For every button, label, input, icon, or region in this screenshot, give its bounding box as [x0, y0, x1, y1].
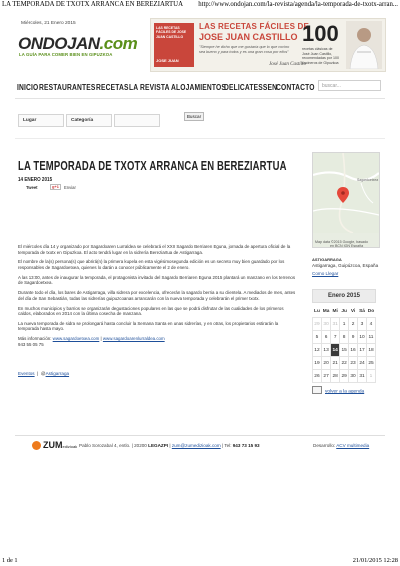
- print-footer: [0, 556, 400, 566]
- link-sagardoetxea[interactable]: www.sagardoetxea.com: [52, 336, 100, 342]
- calendar-weekday: Do: [367, 309, 375, 314]
- calendar-day[interactable]: 30: [349, 370, 358, 383]
- gplus-button[interactable]: g+1: [50, 184, 61, 190]
- calendar-day[interactable]: 28: [331, 370, 340, 383]
- calendar-day[interactable]: 25: [366, 357, 375, 370]
- site-tagline: LA GUÍA PARA COMER BIEN EN GIPUZKOA: [19, 52, 113, 57]
- calendar-day[interactable]: 11: [366, 331, 375, 344]
- footer-address: Pablo Sorozabal 4, entlo. | 20200 LEGAZPI | zum@zumedizioak.com | Tel: 943 73 15 93: [79, 443, 260, 448]
- calendar-day[interactable]: 26: [313, 370, 322, 383]
- calendar-day[interactable]: 27: [321, 370, 330, 383]
- send-button[interactable]: Enviar: [64, 185, 76, 190]
- calendar-day[interactable]: 18: [366, 344, 375, 357]
- calendar-day[interactable]: 17: [358, 344, 367, 357]
- footer-email-link[interactable]: zum@zumedizioak.com: [171, 443, 221, 448]
- calendar-day[interactable]: 1: [340, 318, 349, 331]
- ad-count-text: recetas clásicas de José Juan Castillo, recomendadas por 100 cocineros de Gipuzkoa: [302, 47, 339, 65]
- calendar-weekday: Lu: [314, 309, 320, 314]
- ad-headline: LAS RECETAS FÁCILES DE: [199, 22, 310, 31]
- calendar-day[interactable]: 21: [331, 357, 340, 370]
- map-tiles: [313, 153, 379, 233]
- calendar-day[interactable]: 6: [321, 331, 330, 344]
- book-cover: LAS RECETAS FÁCILES DE JOSE JUAN CASTILLO JOSE JUAN: [154, 23, 194, 67]
- developer-link[interactable]: ACV multimedia: [336, 443, 370, 448]
- map-label: Sagardoetxea: [357, 178, 379, 182]
- calendar-day[interactable]: 2: [349, 318, 358, 331]
- directions-link[interactable]: Como Llegar: [312, 271, 339, 276]
- article-paragraph: El nombre de la(s) persona(s) que abrirá(n) la primera kupela en esta vigésimosegunda edición es un secreto muy bien guardado por los responsables de Sagardoetxea, quienes lo darán a conocer públicamente el 2 de enero.: [18, 259, 285, 270]
- main-nav: [15, 80, 385, 94]
- ad-quote: "Siempre he dicho que me gustaría que lo que cocino sea bueno y para todos y es una gran cosa por ellos": [199, 45, 290, 54]
- chef-photo: [346, 21, 382, 69]
- calendar-day[interactable]: 10: [358, 331, 367, 344]
- site-logo[interactable]: ONDOJAN.com: [18, 34, 138, 53]
- back-to-agenda-link[interactable]: volver a la agenda: [312, 387, 364, 395]
- footer-developer: Desarrollo: ACV multimedia: [313, 443, 370, 448]
- calendar-day[interactable]: 29: [340, 370, 349, 383]
- article-paragraph: El miércoles día 14 y organizado por Sagardoaren Lurraldea se celebrará el XXII Sagardo Berriaren Eguna, jornada de apertura oficial de la temporada de txotx en Gipuzkoa. El acto tendrá lugar en la sidrería Bereziartua de Astigarraga.: [18, 244, 291, 255]
- ad-banner[interactable]: [150, 18, 386, 72]
- article-title: LA TEMPORADA DE TXOTX ARRANCA EN BEREZIARTUA: [18, 158, 287, 173]
- calendar-icon: [312, 386, 322, 394]
- calendar-day[interactable]: 15: [340, 344, 349, 357]
- site-footer: [30, 440, 390, 452]
- calendar-grid: [312, 306, 376, 383]
- ad-count: 100: [302, 21, 339, 46]
- print-header-url: http://www.ondojan.com/la-revista/agenda/la-temporada-de-txotx-arran...: [198, 1, 398, 8]
- print-header: [0, 0, 400, 10]
- calendar-title: Enero 2015: [312, 289, 376, 303]
- calendar-day[interactable]: 31: [331, 318, 340, 331]
- calendar: [312, 289, 376, 383]
- calendar-day[interactable]: 5: [313, 331, 322, 344]
- calendar-day[interactable]: 23: [349, 357, 358, 370]
- article-paragraph: A las 13:00, antes de inaugurar la temporada, el protagonista invitado del Sagardo Berriaren Eguna 2015 plantará un manzano en los terrenos de Sagardoetxea.: [18, 274, 296, 286]
- calendar-weekday: Mi: [332, 309, 338, 314]
- nav-item-la-revista[interactable]: LA REVISTA: [129, 82, 170, 92]
- calendar-day[interactable]: 1: [366, 370, 375, 383]
- print-header-title: LA TEMPORADA DE TXOTX ARRANCA EN BEREZIARTUA: [2, 1, 183, 8]
- article-date: 14 ENERO 2015: [18, 177, 53, 183]
- nav-item-alojamientos[interactable]: ALOJAMIENTOS: [171, 82, 227, 92]
- article-paragraph: La nueva temporada de sidra se prolongará hasta concluir la Semana Santa en unas sidrerías, y en otras, los propietarios estirarán la temporada hasta mayo.: [18, 320, 279, 332]
- nav-item-restaurantes[interactable]: RESTAURANTES: [39, 82, 96, 92]
- article-tags: Eventos | @Astigarraga: [18, 371, 70, 376]
- map-copyright: Map data ©2015 Google, basado: [315, 240, 368, 244]
- print-page-number: 1 de 1: [2, 557, 18, 564]
- calendar-day[interactable]: 22: [340, 357, 349, 370]
- calendar-day[interactable]: 4: [366, 318, 375, 331]
- current-date: Miércoles, 21 Enero 2015: [21, 21, 76, 26]
- search-input[interactable]: buscar...: [318, 80, 381, 91]
- calendar-day[interactable]: 20: [321, 357, 330, 370]
- map-copyright-2: en BCN IGN España: [330, 244, 364, 248]
- nav-divider: [15, 98, 385, 99]
- nav-item-contacto[interactable]: CONTACTO: [276, 82, 315, 92]
- calendar-day[interactable]: 9: [349, 331, 358, 344]
- tag-astigarraga[interactable]: Astigarraga: [45, 371, 70, 376]
- calendar-day[interactable]: 19: [313, 357, 322, 370]
- ad-author: JOSE JUAN CASTILLO: [199, 32, 298, 42]
- tag-eventos[interactable]: Eventos: [18, 371, 35, 376]
- venue-name: ASTIGARRAGA: [312, 257, 342, 262]
- calendar-day[interactable]: 29: [313, 318, 322, 331]
- tweet-button[interactable]: Tweet: [26, 185, 38, 190]
- calendar-weekday: Vi: [350, 309, 356, 314]
- link-sagardoarenlurraldea[interactable]: www.sagardoarenlurraldea.com: [102, 336, 165, 342]
- calendar-weekday: Ma: [322, 309, 330, 314]
- article-paragraph: Durante todo el día, los bares de Astigarraga, villa sidrera por excelencia, ofrecerán la sagardo berria a su clientela. A mediados de mes, antes del día de San Sebastián, todas las sidrerías guipuzcoanas arrancarán con la nueva temporada y celebrarán el primer txotx.: [18, 290, 296, 301]
- calendar-day[interactable]: 30: [321, 318, 330, 331]
- calendar-day[interactable]: 14: [331, 344, 340, 357]
- venue-address: Astigarraga, Guipúzcoa, España: [312, 263, 379, 268]
- lugar-select[interactable]: Lugar: [18, 114, 64, 127]
- calendar-day[interactable]: 3: [358, 318, 367, 331]
- calendar-weekday: Ju: [341, 309, 347, 314]
- article-paragraph: En muchos municipios y barrios se organizarán degustaciones populares en las que se podrá disfrutar de las cualidades de los primeros caldos, elaborados en 2014 con la última cosecha de manzana.: [18, 305, 284, 317]
- nav-item-delicatessen[interactable]: DELICATESSEN: [224, 82, 278, 92]
- calendar-day[interactable]: 24: [358, 357, 367, 370]
- phone: 943 55 05 75: [18, 341, 44, 347]
- location-map[interactable]: [312, 152, 380, 248]
- more-info: Más información: www.sagardoetxea.com | www.sagardoarenlurraldea.com: [18, 336, 165, 342]
- calendar-day[interactable]: 16: [349, 344, 358, 357]
- search-button[interactable]: Buscar: [184, 112, 204, 121]
- nav-item-recetas[interactable]: RECETAS: [96, 82, 129, 92]
- nav-item-inicio[interactable]: INICIO: [17, 82, 39, 92]
- article-body: [18, 244, 298, 352]
- categoria-select[interactable]: Categoría: [66, 114, 112, 127]
- ad-signature: José Juan Castillo: [269, 62, 306, 67]
- calendar-day[interactable]: 7: [331, 331, 340, 344]
- calendar-weekday: Sá: [359, 309, 365, 314]
- zum-logo-icon: [32, 441, 41, 450]
- footer-divider: [15, 435, 385, 436]
- calendar-day[interactable]: 12: [313, 344, 322, 357]
- filter-divider: [15, 138, 385, 139]
- calendar-day[interactable]: 31: [358, 370, 367, 383]
- print-timestamp: 21/01/2015 12:28: [352, 557, 398, 564]
- zum-logo[interactable]: ZUMedizioak: [32, 440, 77, 450]
- calendar-day[interactable]: 13: [321, 344, 330, 357]
- date-field[interactable]: [114, 114, 160, 127]
- calendar-day[interactable]: 8: [340, 331, 349, 344]
